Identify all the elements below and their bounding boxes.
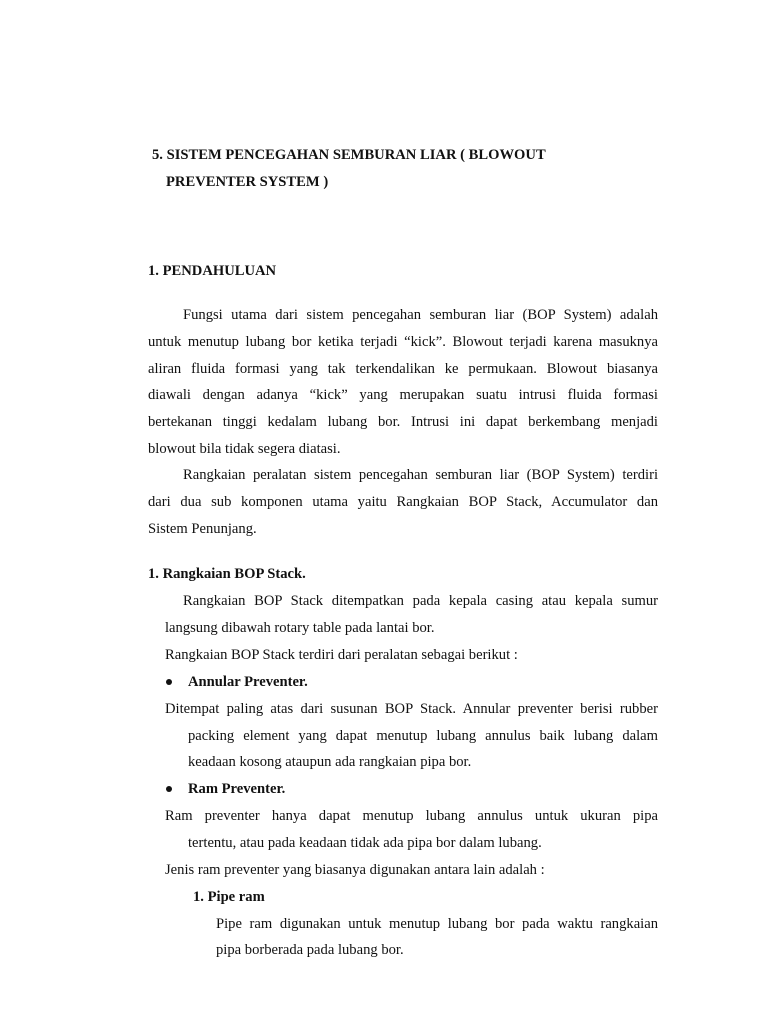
paragraph-line: Ditempat paling atas dari susunan BOP Stack. Annular preventer berisi rubber: [165, 701, 658, 717]
bullet-icon: [166, 679, 172, 685]
paragraph-line: Sistem Penunjang.: [148, 521, 257, 537]
numbered-label-pipe-ram: 1. Pipe ram: [193, 889, 265, 905]
section-heading-pendahuluan: 1. PENDAHULUAN: [148, 263, 277, 279]
paragraph-line: Fungsi utama dari sistem pencegahan semburan liar (BOP System) adalah: [183, 307, 658, 323]
section-heading-bop-stack: 1. Rangkaian BOP Stack.: [148, 566, 306, 582]
paragraph-line: untuk menutup lubang bor ketika terjadi “kick”. Blowout terjadi karena masuknya: [148, 334, 658, 350]
paragraph-line: langsung dibawah rotary table pada lantai bor.: [165, 620, 435, 636]
paragraph-line: Ram preventer hanya dapat menutup lubang annulus untuk ukuran pipa: [165, 808, 658, 824]
paragraph-line: bertekanan tinggi kedalam lubang bor. Intrusi ini dapat berkembang menjadi: [148, 414, 658, 430]
paragraph-line: Pipe ram digunakan untuk menutup lubang bor pada waktu rangkaian: [216, 916, 658, 932]
paragraph-line: diawali dengan adanya “kick” yang merupakan suatu intrusi fluida formasi: [148, 387, 658, 403]
paragraph-line: Rangkaian peralatan sistem pencegahan semburan liar (BOP System) terdiri: [183, 467, 658, 483]
paragraph-line: keadaan kosong ataupun ada rangkaian pipa bor.: [188, 754, 472, 770]
page-title-line-2: PREVENTER SYSTEM ): [166, 174, 329, 190]
paragraph-line: pipa borberada pada lubang bor.: [216, 942, 404, 958]
page-title-line-1: 5. SISTEM PENCEGAHAN SEMBURAN LIAR ( BLOWOUT: [152, 147, 546, 163]
paragraph-line: Rangkaian BOP Stack ditempatkan pada kepala casing atau kepala sumur: [183, 593, 658, 609]
paragraph-line: dari dua sub komponen utama yaitu Rangkaian BOP Stack, Accumulator dan: [148, 494, 658, 510]
list-intro: Rangkaian BOP Stack terdiri dari peralatan sebagai berikut :: [165, 647, 518, 663]
paragraph-line: aliran fluida formasi yang tak terkendalikan ke permukaan. Blowout biasanya: [148, 361, 658, 377]
bullet-label-ram-preventer: Ram Preventer.: [188, 781, 286, 797]
paragraph-line: packing element yang dapat menutup lubang annulus baik lubang dalam: [188, 728, 658, 744]
list-intro: Jenis ram preventer yang biasanya digunakan antara lain adalah :: [165, 862, 545, 878]
paragraph-line: blowout bila tidak segera diatasi.: [148, 441, 341, 457]
paragraph-line: tertentu, atau pada keadaan tidak ada pipa bor dalam lubang.: [188, 835, 542, 851]
bullet-label-annular-preventer: Annular Preventer.: [188, 674, 308, 690]
bullet-icon: [166, 786, 172, 792]
